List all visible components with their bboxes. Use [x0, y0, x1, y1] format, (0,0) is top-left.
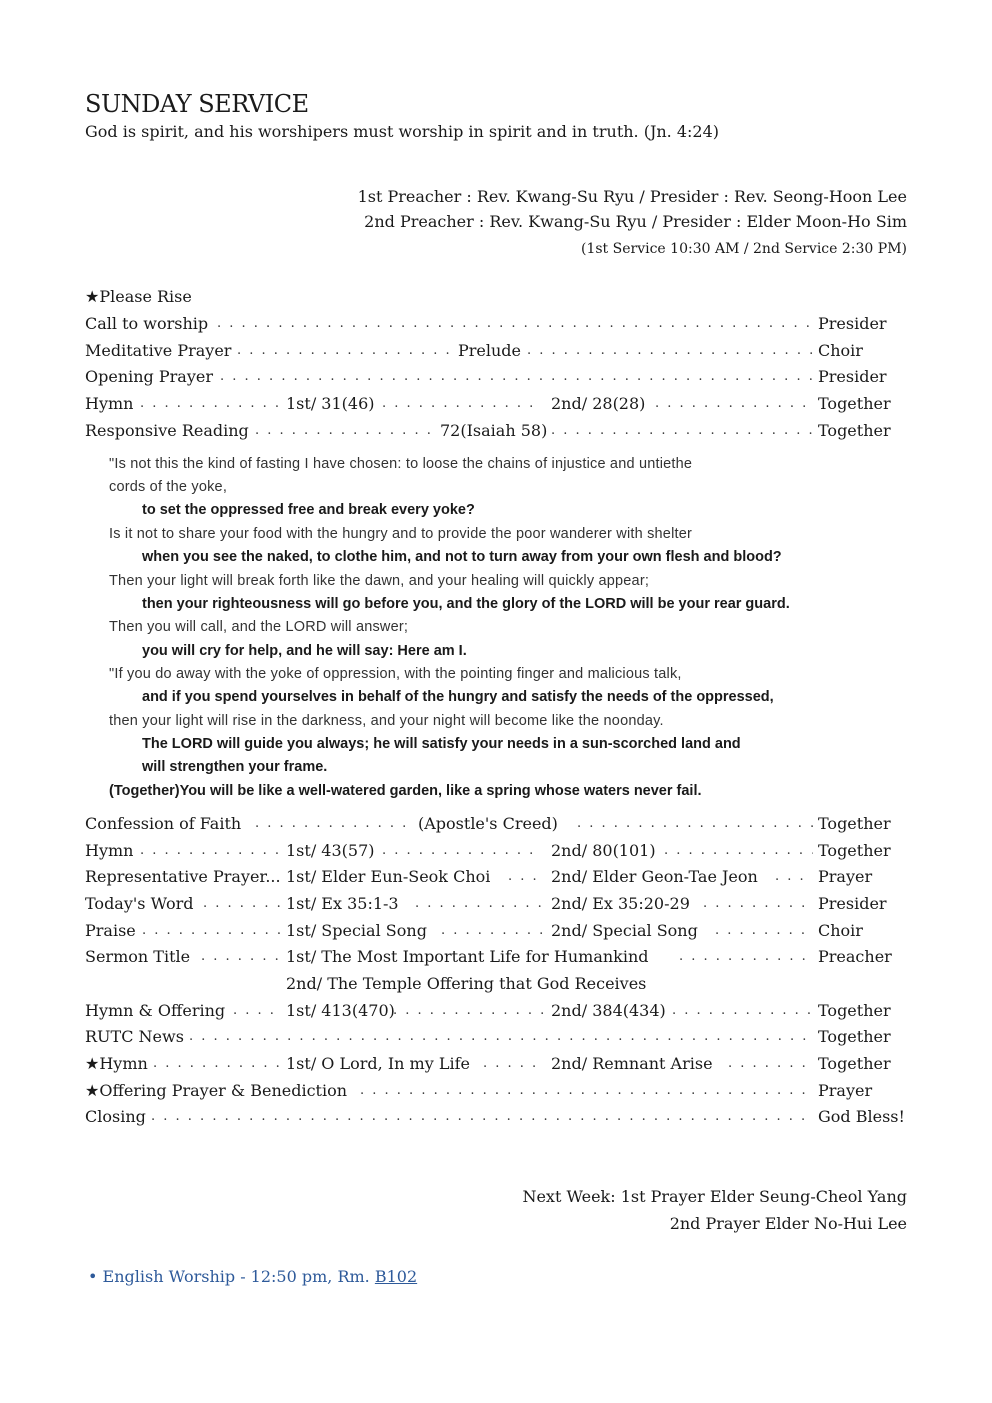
room-link[interactable]: B102: [374, 1267, 418, 1286]
closing-row: [85, 1107, 907, 1129]
dot-leader: [715, 921, 813, 941]
dot-leader: [672, 1001, 813, 1021]
dot-leader: [255, 814, 413, 834]
reading-line: will strengthen your frame.: [142, 759, 328, 775]
reading-line: cords of the yoke,: [109, 479, 228, 495]
dot-leader: [508, 867, 544, 887]
reading-line: The LORD will guide you always; he will satisfy your needs in a sun-scorched land and: [142, 736, 741, 752]
dot-leader: [151, 1107, 813, 1127]
role-label: Prayer: [818, 867, 873, 886]
rutc-news-row: [85, 1027, 905, 1049]
item-label: ★Hymn: [85, 1054, 148, 1073]
item-label: ★Offering Prayer & Benediction: [85, 1081, 348, 1100]
role-label: God Bless!: [818, 1107, 905, 1126]
next-week-prayer-1: Next Week: 1st Prayer Elder Seung-Cheol Yang: [522, 1187, 907, 1206]
role-label: Presider: [818, 894, 887, 913]
opening-prayer-row: [85, 367, 905, 389]
dot-leader: [140, 394, 282, 414]
role-label: Choir: [818, 921, 863, 940]
prayer-first: 1st/ Elder Eun-Seok Choi: [286, 867, 491, 886]
role-label: Presider: [818, 367, 887, 386]
service-times: (1st Service 10:30 AM / 2nd Service 2:30 PM): [581, 241, 907, 257]
dot-leader: [664, 841, 813, 861]
item-label: Responsive Reading: [85, 421, 249, 440]
theme-verse: God is spirit, and his worshipers must worship in spirit and in truth. (Jn. 4:24): [85, 122, 720, 141]
role-label: Together: [818, 1054, 891, 1073]
reading-line: "If you do away with the yoke of oppression, with the pointing finger and malicious talk,: [109, 666, 682, 682]
dot-leader: [203, 894, 282, 914]
dot-leader: [233, 1001, 282, 1021]
prelude-label: Prelude: [458, 341, 522, 360]
item-label: RUTC News: [85, 1027, 184, 1046]
hymn-offering-row: [85, 1001, 905, 1023]
sermon-second: 2nd/ The Temple Offering that God Receives: [286, 974, 647, 993]
dot-leader: [551, 421, 813, 441]
sermon-first: 1st/ The Most Important Life for Humankind: [286, 947, 649, 966]
dot-leader: [153, 1054, 282, 1074]
hymn-first: 1st/ O Lord, In my Life: [286, 1054, 470, 1073]
item-label: Sermon Title: [85, 947, 191, 966]
word-first: 1st/ Ex 35:1-3: [286, 894, 399, 913]
praise-first: 1st/ Special Song: [286, 921, 427, 940]
reading-line: Is it not to share your food with the hungry and to provide the poor wanderer with shelter: [109, 526, 693, 542]
reading-ref: 72(Isaiah 58): [440, 421, 548, 440]
item-label: Opening Prayer: [85, 367, 213, 386]
item-label: Call to worship: [85, 314, 209, 333]
reading-line: then your light will rise in the darkness, and your night will become like the noonday.: [109, 713, 664, 729]
dot-leader: [255, 421, 435, 441]
role-label: Together: [818, 841, 891, 860]
reading-line: (Together)You will be like a well-watered garden, like a spring whose waters never fail.: [109, 783, 702, 799]
confession-row: [85, 814, 905, 836]
role-label: Presider: [818, 314, 887, 333]
item-label: Hymn & Offering: [85, 1001, 226, 1020]
dot-leader: [728, 1054, 813, 1074]
reading-line: "Is not this the kind of fasting I have chosen: to loose the chains of injustice and untiethe: [109, 456, 693, 472]
dot-leader: [577, 814, 813, 834]
item-label: Hymn: [85, 394, 134, 413]
dot-leader: [775, 867, 813, 887]
dot-leader: [382, 394, 542, 414]
item-label: Hymn: [85, 841, 134, 860]
hymn-first: 1st/ 31(46): [286, 394, 375, 413]
sermon-title-row: [85, 947, 905, 969]
hymn-second: 2nd/ 80(101): [551, 841, 656, 860]
representative-prayer-row: [85, 867, 905, 889]
dot-leader: [655, 394, 813, 414]
item-label: Meditative Prayer: [85, 341, 232, 360]
hymn-second: 2nd/ Remnant Arise: [551, 1054, 713, 1073]
meditative-prayer-row: [85, 341, 905, 363]
reading-line: then your righteousness will go before you, and the glory of the LORD will be your rear guard.: [142, 596, 790, 612]
item-label: Closing: [85, 1107, 146, 1126]
dot-leader: [189, 1027, 813, 1047]
role-label: Preacher: [818, 947, 892, 966]
role-label: Together: [818, 394, 891, 413]
offering-second: 2nd/ 384(434): [551, 1001, 666, 1020]
announcement-text: • English Worship - 12:50 pm, Rm.: [88, 1267, 375, 1286]
role-label: Together: [818, 1001, 891, 1020]
page-title: SUNDAY SERVICE: [85, 90, 309, 118]
preacher-line-2: 2nd Preacher : Rev. Kwang-Su Ryu / Presider : Elder Moon-Ho Sim: [364, 212, 907, 231]
dot-leader: [441, 921, 545, 941]
item-label: Praise: [85, 921, 136, 940]
hymn-first: 1st/ 43(57): [286, 841, 375, 860]
call-to-worship-row: [85, 314, 905, 336]
dot-leader: [393, 1001, 545, 1021]
reading-line: Then you will call, and the LORD will answer;: [109, 619, 409, 635]
english-worship-announcement: [88, 1267, 417, 1286]
dot-leader: [679, 947, 813, 967]
dot-leader: [142, 921, 282, 941]
please-rise-label: ★Please Rise: [85, 287, 192, 306]
item-label: Representative Prayer...: [85, 867, 281, 886]
role-label: Together: [818, 1027, 891, 1046]
closing-hymn-row: [85, 1054, 905, 1076]
offering-first: 1st/ 413(470): [286, 1001, 395, 1020]
next-week-prayer-2: 2nd Prayer Elder No-Hui Lee: [669, 1214, 907, 1233]
prayer-second: 2nd/ Elder Geon-Tae Jeon: [551, 867, 758, 886]
praise-row: [85, 921, 905, 943]
role-label: Together: [818, 814, 891, 833]
role-label: Prayer: [818, 1081, 873, 1100]
dot-leader: [140, 841, 282, 861]
role-label: Choir: [818, 341, 863, 360]
dot-leader: [360, 1081, 813, 1101]
word-second: 2nd/ Ex 35:20-29: [551, 894, 690, 913]
dot-leader: [382, 841, 542, 861]
reading-line: and if you spend yourselves in behalf of the hungry and satisfy the needs of the oppressed,: [142, 689, 774, 705]
hymn-row: [85, 394, 905, 416]
dot-leader: [415, 894, 545, 914]
reading-line: Then your light will break forth like the dawn, and your healing will quickly appear;: [109, 573, 650, 589]
hymn-row: [85, 841, 905, 863]
dot-leader: [217, 314, 813, 334]
item-label: Confession of Faith: [85, 814, 242, 833]
dot-leader: [220, 367, 813, 387]
item-label: Today's Word: [85, 894, 194, 913]
role-label: Together: [818, 421, 891, 440]
dot-leader: [483, 1054, 545, 1074]
dot-leader: [527, 341, 813, 361]
preacher-line-1: 1st Preacher : Rev. Kwang-Su Ryu / Presider : Rev. Seong-Hoon Lee: [357, 187, 907, 206]
dot-leader: [237, 341, 453, 361]
reading-line: you will cry for help, and he will say: Here am I.: [142, 643, 467, 659]
dot-leader: [703, 894, 813, 914]
benediction-row: [85, 1081, 905, 1103]
hymn-second: 2nd/ 28(28): [551, 394, 646, 413]
praise-second: 2nd/ Special Song: [551, 921, 698, 940]
reading-line: when you see the naked, to clothe him, and not to turn away from your own flesh and blood?: [142, 549, 782, 565]
reading-line: to set the oppressed free and break every yoke?: [142, 502, 475, 518]
todays-word-row: [85, 894, 905, 916]
dot-leader: [201, 947, 282, 967]
responsive-reading-row: [85, 421, 905, 443]
creed-label: (Apostle's Creed): [418, 814, 558, 833]
